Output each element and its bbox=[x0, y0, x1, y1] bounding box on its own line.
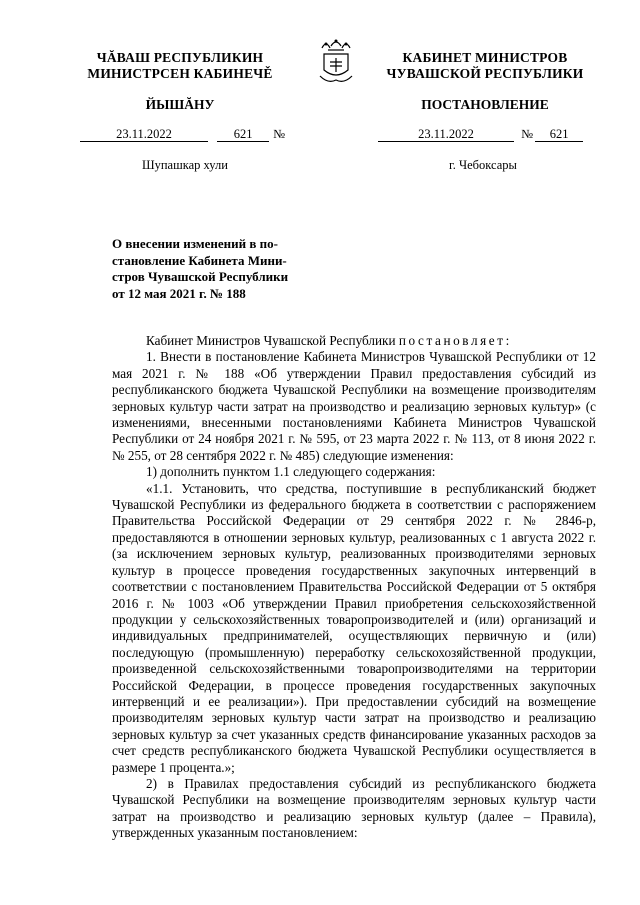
issuer-chuvash bbox=[70, 50, 290, 82]
number-sign-right: № bbox=[521, 127, 534, 141]
date-left: 23.11.2022 bbox=[80, 127, 208, 142]
issuer-russian-line1: КАБИНЕТ МИНИСТРОВ bbox=[402, 50, 568, 65]
title-line: стров Чувашской Республики bbox=[112, 269, 289, 284]
paragraph-3: «1.1. Установить, что средства, поступившие в республиканский бюджет Чувашской Республики из федерального бюджета в соответствии с распоряжением Правительства Российской Федерации от 29 сентября 2022 г. № 2846-р, предоставляются в отношении зерновых культур, реализованных с 1 августа 2022 г. (за исключением зерновых культур, реализованных производителями зерновых культур в процессе проведения государственных закупочных интервенций в соответствии с постановлением Правительства Российской Федерации от 5 октября 2016 г. № 1003 «Об утверждении Правил приобретения сельскохозяйственной продукции у сельскохозяйственных товаропроизводителей и (или) организаций и индивидуальных предпринимателей, осуществляющих первичную и (или) последующую (промышленную) переработку сельскохозяйственной продукции, произведенной сельскохозяйственными товаропроизводителями на территории Российской Федерации, в процессе проведения государственных закупочных интервенций и ее реализации»). При предоставлении субсидий на возмещение производителям зерновых культур части затрат на производство и реализацию зерновых культур за счет указанных средств финансирование указанных расходов за счет средств республиканского бюджета Чувашской Республики осуществляется в размере 1 процента.»; bbox=[112, 480, 596, 775]
doc-type-russian: ПОСТАНОВЛЕНИЕ bbox=[421, 97, 549, 112]
number-right: 621 bbox=[535, 127, 583, 142]
place-chuvash: Шупашкар хули bbox=[142, 158, 228, 172]
paragraph-4: 2) в Правилах предоставления субсидий из республиканского бюджета Чувашской Республики на возмещение производителям зерновых культур части затрат на производство и реализацию зерновых культур (далее – Правила), утвержденных указанным постановлением: bbox=[112, 775, 596, 841]
paragraph-2: 1) дополнить пунктом 1.1 следующего содержания: bbox=[146, 464, 436, 480]
number-left: 621 bbox=[217, 127, 269, 142]
intro-subject: Кабинет Министров Чувашской Республики bbox=[146, 333, 396, 348]
issuer-chuvash-line2: МИНИСТРСЕН КАБИНЕЧĚ bbox=[87, 66, 273, 81]
number-sign-left: № bbox=[273, 127, 286, 141]
document-title bbox=[112, 236, 304, 302]
date-number-right bbox=[378, 127, 583, 142]
doc-type-chuvash: ЙЫШĂНУ bbox=[145, 97, 215, 112]
intro-verb: постановляет: bbox=[398, 333, 512, 348]
document-body bbox=[112, 333, 596, 842]
intro-paragraph bbox=[112, 333, 596, 349]
issuer-russian-line2: ЧУВАШСКОЙ РЕСПУБЛИКИ bbox=[386, 66, 584, 81]
place-russian: г. Чебоксары bbox=[449, 158, 517, 172]
paragraph-1: 1. Внести в постановление Кабинета Министров Чувашской Республики от 12 мая 2021 г. № 188 «Об утверждении Правил предоставления субсидий из республиканского бюджета Чувашской Республики на возмещение производителям зерновых культур части затрат на производство и реализацию зерновых культур» (с изменениями, внесенными постановлениями Кабинета Министров Чувашской Республики от 24 ноября 2021 г. № 595, от 23 марта 2022 г. № 113, от 8 июня 2022 г. № 255, от 28 сентября 2022 г. № 485) следующие изменения: bbox=[112, 349, 596, 463]
issuer-chuvash-line1: ЧĂВАШ РЕСПУБЛИКИН bbox=[96, 50, 264, 65]
title-line: О внесении изменений в по- bbox=[112, 236, 278, 251]
chuvash-coat-of-arms-icon bbox=[316, 36, 356, 86]
issuer-russian bbox=[360, 50, 610, 82]
title-line: становление Кабинета Мини- bbox=[112, 252, 287, 268]
date-number-left bbox=[80, 127, 285, 142]
date-right: 23.11.2022 bbox=[378, 127, 514, 142]
title-line: от 12 мая 2021 г. № 188 bbox=[112, 285, 246, 301]
